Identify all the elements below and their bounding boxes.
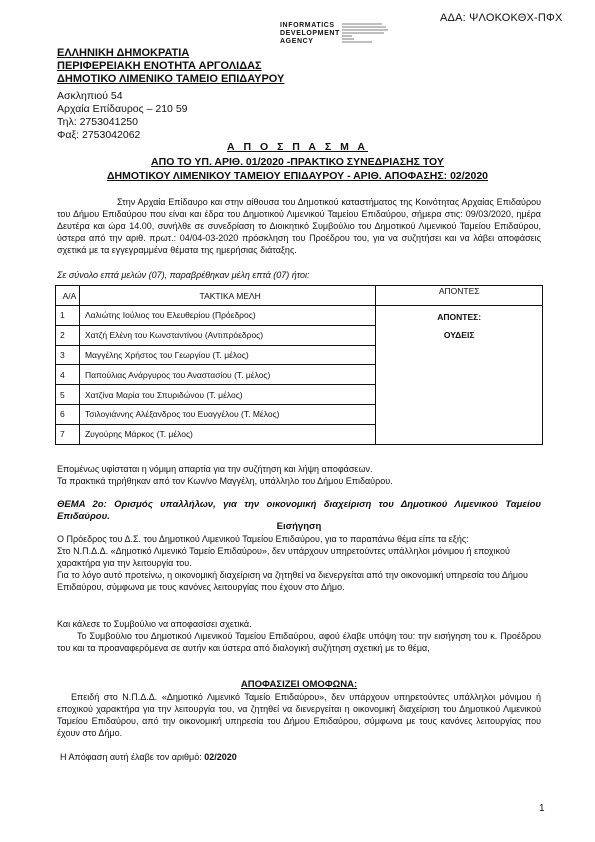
address-fax: Φαξ: 2753042062: [57, 129, 141, 141]
intro-paragraph: Στην Αρχαία Επίδαυρο και στην αίθουσα του Δημοτικού καταστήματος της Κοινότητας Αρχαίας Επιδαύρου του Δήμου Επιδαύρου που είναι και έδρα του Δημοτικού Λιμενικού Ταμείου Επιδαύρου, σήμερα στις: 09/03/2020, ημέρα Δευτέρα και ώρα 14.00, συνήλθε σε συνεδρίαση το Διοικητικό Συμβούλιο του Δημοτικού Λιμενικού Ταμείου Επιδαύρου, ύστερα από την αριθ. πρωτ.: 04/04-03-2020 πρόσκληση του Προέδρου του, για να συζητήσει και να λάβει αποφάσεις σχετικά με τα εγγεγραμμένα θέματα της ημερήσιας διάταξης.: [57, 197, 541, 255]
absent-cell: [376, 306, 543, 445]
doc-subtitle-1: ΑΠΟ ΤΟ ΥΠ. ΑΡΙΘ. 01/2020 -ΠΡΑΚΤΙΚΟ ΣΥΝΕΔΡΙΑΣΗΣ ΤΟΥ: [151, 156, 444, 168]
decision-number-label: Η Απόφαση αυτή έλαβε τον αριθμό:: [60, 752, 202, 762]
doc-subtitle-2: ΔΗΜΟΤΙΚΟΥ ΛΙΜΕΝΙΚΟΥ ΤΑΜΕΙΟΥ ΕΠΙΔΑΥΡΟΥ - ΑΡΙΘ. ΑΠΟΦΑΣΗΣ: 02/2020: [106, 170, 489, 182]
logo-line-1: INFORMATICS: [280, 22, 335, 29]
table-header-row: [56, 286, 543, 306]
org-header: [57, 47, 284, 86]
decision-number-value: 02/2020: [204, 752, 237, 762]
logo-fine-print: [342, 22, 400, 52]
address-street: Ασκληπιού 54: [57, 90, 123, 102]
header-line-3: ΔΗΜΟΤΙΚΟ ΛΙΜΕΝΙΚΟ ΤΑΜΕΙΟ ΕΠΙΔΑΥΡΟΥ: [57, 73, 285, 85]
row-member-name: Χατζίνα Μαρία του Σπυριδώνου (Τ. μέλος): [79, 385, 375, 405]
decision-number-line: [60, 752, 237, 762]
header-line-2: ΠΕΡΙΦΕΡΕΙΑΚΗ ΕΝΟΤΗΤΑ ΑΡΓΟΛΙΔΑΣ: [57, 60, 262, 72]
col-header-members: ΤΑΚΤΙΚΑ ΜΕΛΗ: [79, 286, 375, 306]
quorum-text: [57, 463, 541, 487]
ada-code: ΑΔΑ: ΨΛΟΚΟΚΘΧ-ΠΦΧ: [440, 12, 563, 24]
row-num: 5: [56, 385, 80, 405]
col-header-num: Α/Α: [56, 286, 80, 306]
table-row: [56, 306, 543, 326]
quorum-line-1: Επομένως υφίσταται η νόμιμη απαρτία για την συζήτηση και λήψη αποφάσεων.: [57, 464, 373, 474]
absent-heading: ΑΠΟΝΤΕΣ:: [437, 312, 482, 322]
members-line: Σε σύνολο επτά μελών (07), παραβρέθηκαν μέλη επτά (07) ήτοι:: [57, 270, 310, 280]
row-num: 2: [56, 325, 80, 345]
row-member-name: Λαλιώτης Ιούλιος του Ελευθερίου (Πρόεδρος): [79, 306, 375, 326]
row-num: 7: [56, 424, 80, 444]
quorum-line-2: Τα πρακτικά τηρήθηκαν από τον Κων/νο Μαγγέλη, υπάλληλο του Δήμου Επιδαύρου.: [57, 476, 393, 486]
address-phone: Τηλ: 2753041250: [57, 116, 138, 128]
absent-value: ΟΥΔΕΙΣ: [443, 330, 475, 340]
row-member-name: Ζυγούρης Μάρκος (Τ. μέλος): [79, 424, 375, 444]
ida-logo: [280, 22, 400, 54]
doc-title: Α Π Ο Σ Π Α Σ Μ Α: [227, 141, 368, 153]
row-member-name: Μαγγέλης Χρήστος του Γεωργίου (Τ. μέλος): [79, 345, 375, 365]
decision-paragraph: Επειδή στο Ν.Π.Δ.Δ. «Δημοτικό Λιμενικό Ταμείο Επιδαύρου», δεν υπάρχουν υπηρετούντες υπάλληλοι μόνιμου ή εποχικού χαρακτήρα για την λειτουργία του, να ζητηθεί να διενεργείται η οικονομική διαχείριση του Δημοτικού Λιμενικού Ταμείου Επιδαύρου, από την οικονομική υπηρεσία του Δήμου Επιδαύρου, σύμφωνα με τους κανόνες λειτουργίας που έχουν στο Δήμο.: [57, 692, 541, 738]
council-text: [57, 618, 541, 654]
logo-line-2: DEVELOPMENT: [280, 30, 340, 37]
row-num: 4: [56, 365, 80, 385]
eisigisi-paragraph-1: Ο Πρόεδρος του Δ.Σ. του Δημοτικού Λιμενικού Ταμείου Επιδαύρου, για το παραπάνω θέμα είπε τα εξής:: [57, 534, 469, 544]
page-number: 1: [539, 803, 545, 814]
eisigisi-paragraph-3: Για το λόγο αυτό προτείνω, η οικονομική διαχείριση να ζητηθεί να διενεργείται από την οικονομική υπηρεσία του Δήμου Επιδαύρου, σύμφωνα με τους κανόνες λειτουργίας που έχουν στο Δήμο.: [57, 570, 528, 592]
row-member-name: Παπούλιας Ανάργυρος του Αναστασίου (Τ. μέλος): [79, 365, 375, 385]
col-header-absent: ΑΠΟΝΤΕΣ: [376, 286, 543, 306]
row-member-name: Χατζή Ελένη του Κωνσταντίνου (Αντιπρόεδρος): [79, 325, 375, 345]
row-num: 1: [56, 306, 80, 326]
kalese-line: Και κάλεσε το Συμβούλιο να αποφασίσει σχετικά.: [57, 619, 252, 629]
attendance-table: [55, 285, 543, 445]
agenda-item-title: ΘΕΜΑ 2ο: Ορισμός υπαλλήλων, για την οικονομική διαχείριση του Δημοτικού Λιμενικού Ταμείου Επιδαύρου.: [57, 499, 541, 522]
org-address: [57, 90, 188, 142]
decision-heading: ΑΠΟΦΑΣΙΖΕΙ ΟΜΟΦΩΝΑ:: [240, 679, 358, 690]
eisigisi-body: [57, 533, 541, 593]
logo-line-3: AGENCY: [280, 38, 314, 45]
header-line-1: ΕΛΛΗΝΙΚΗ ΔΗΜΟΚΡΑΤΙΑ: [57, 47, 190, 59]
eisigisi-heading: Εισήγηση: [276, 521, 322, 532]
row-member-name: Τσιλογιάννης Αλέξανδρος του Ευαγγέλου (Τ. Μέλος): [79, 404, 375, 424]
row-num: 3: [56, 345, 80, 365]
council-paragraph: Το Συμβούλιο του Δημοτικού Λιμενικού Ταμείου Επιδαύρου, αφού έλαβε υπόψη του: την εισήγηση του κ. Προέδρου του και τα προαναφερόμενα σε αυτήν και ύστερα από διαλογική συζήτηση σχετική με το θέμα,: [57, 631, 541, 653]
eisigisi-paragraph-2: Στο Ν.Π.Δ.Δ. «Δημοτικό Λιμενικό Ταμείο Επιδαύρου», δεν υπάρχουν υπηρετούντες υπάλληλοι μόνιμου ή εποχικού χαρακτήρα για την λειτουργία του.: [57, 546, 510, 568]
row-num: 6: [56, 404, 80, 424]
address-city: Αρχαία Επίδαυρος – 210 59: [57, 103, 188, 115]
